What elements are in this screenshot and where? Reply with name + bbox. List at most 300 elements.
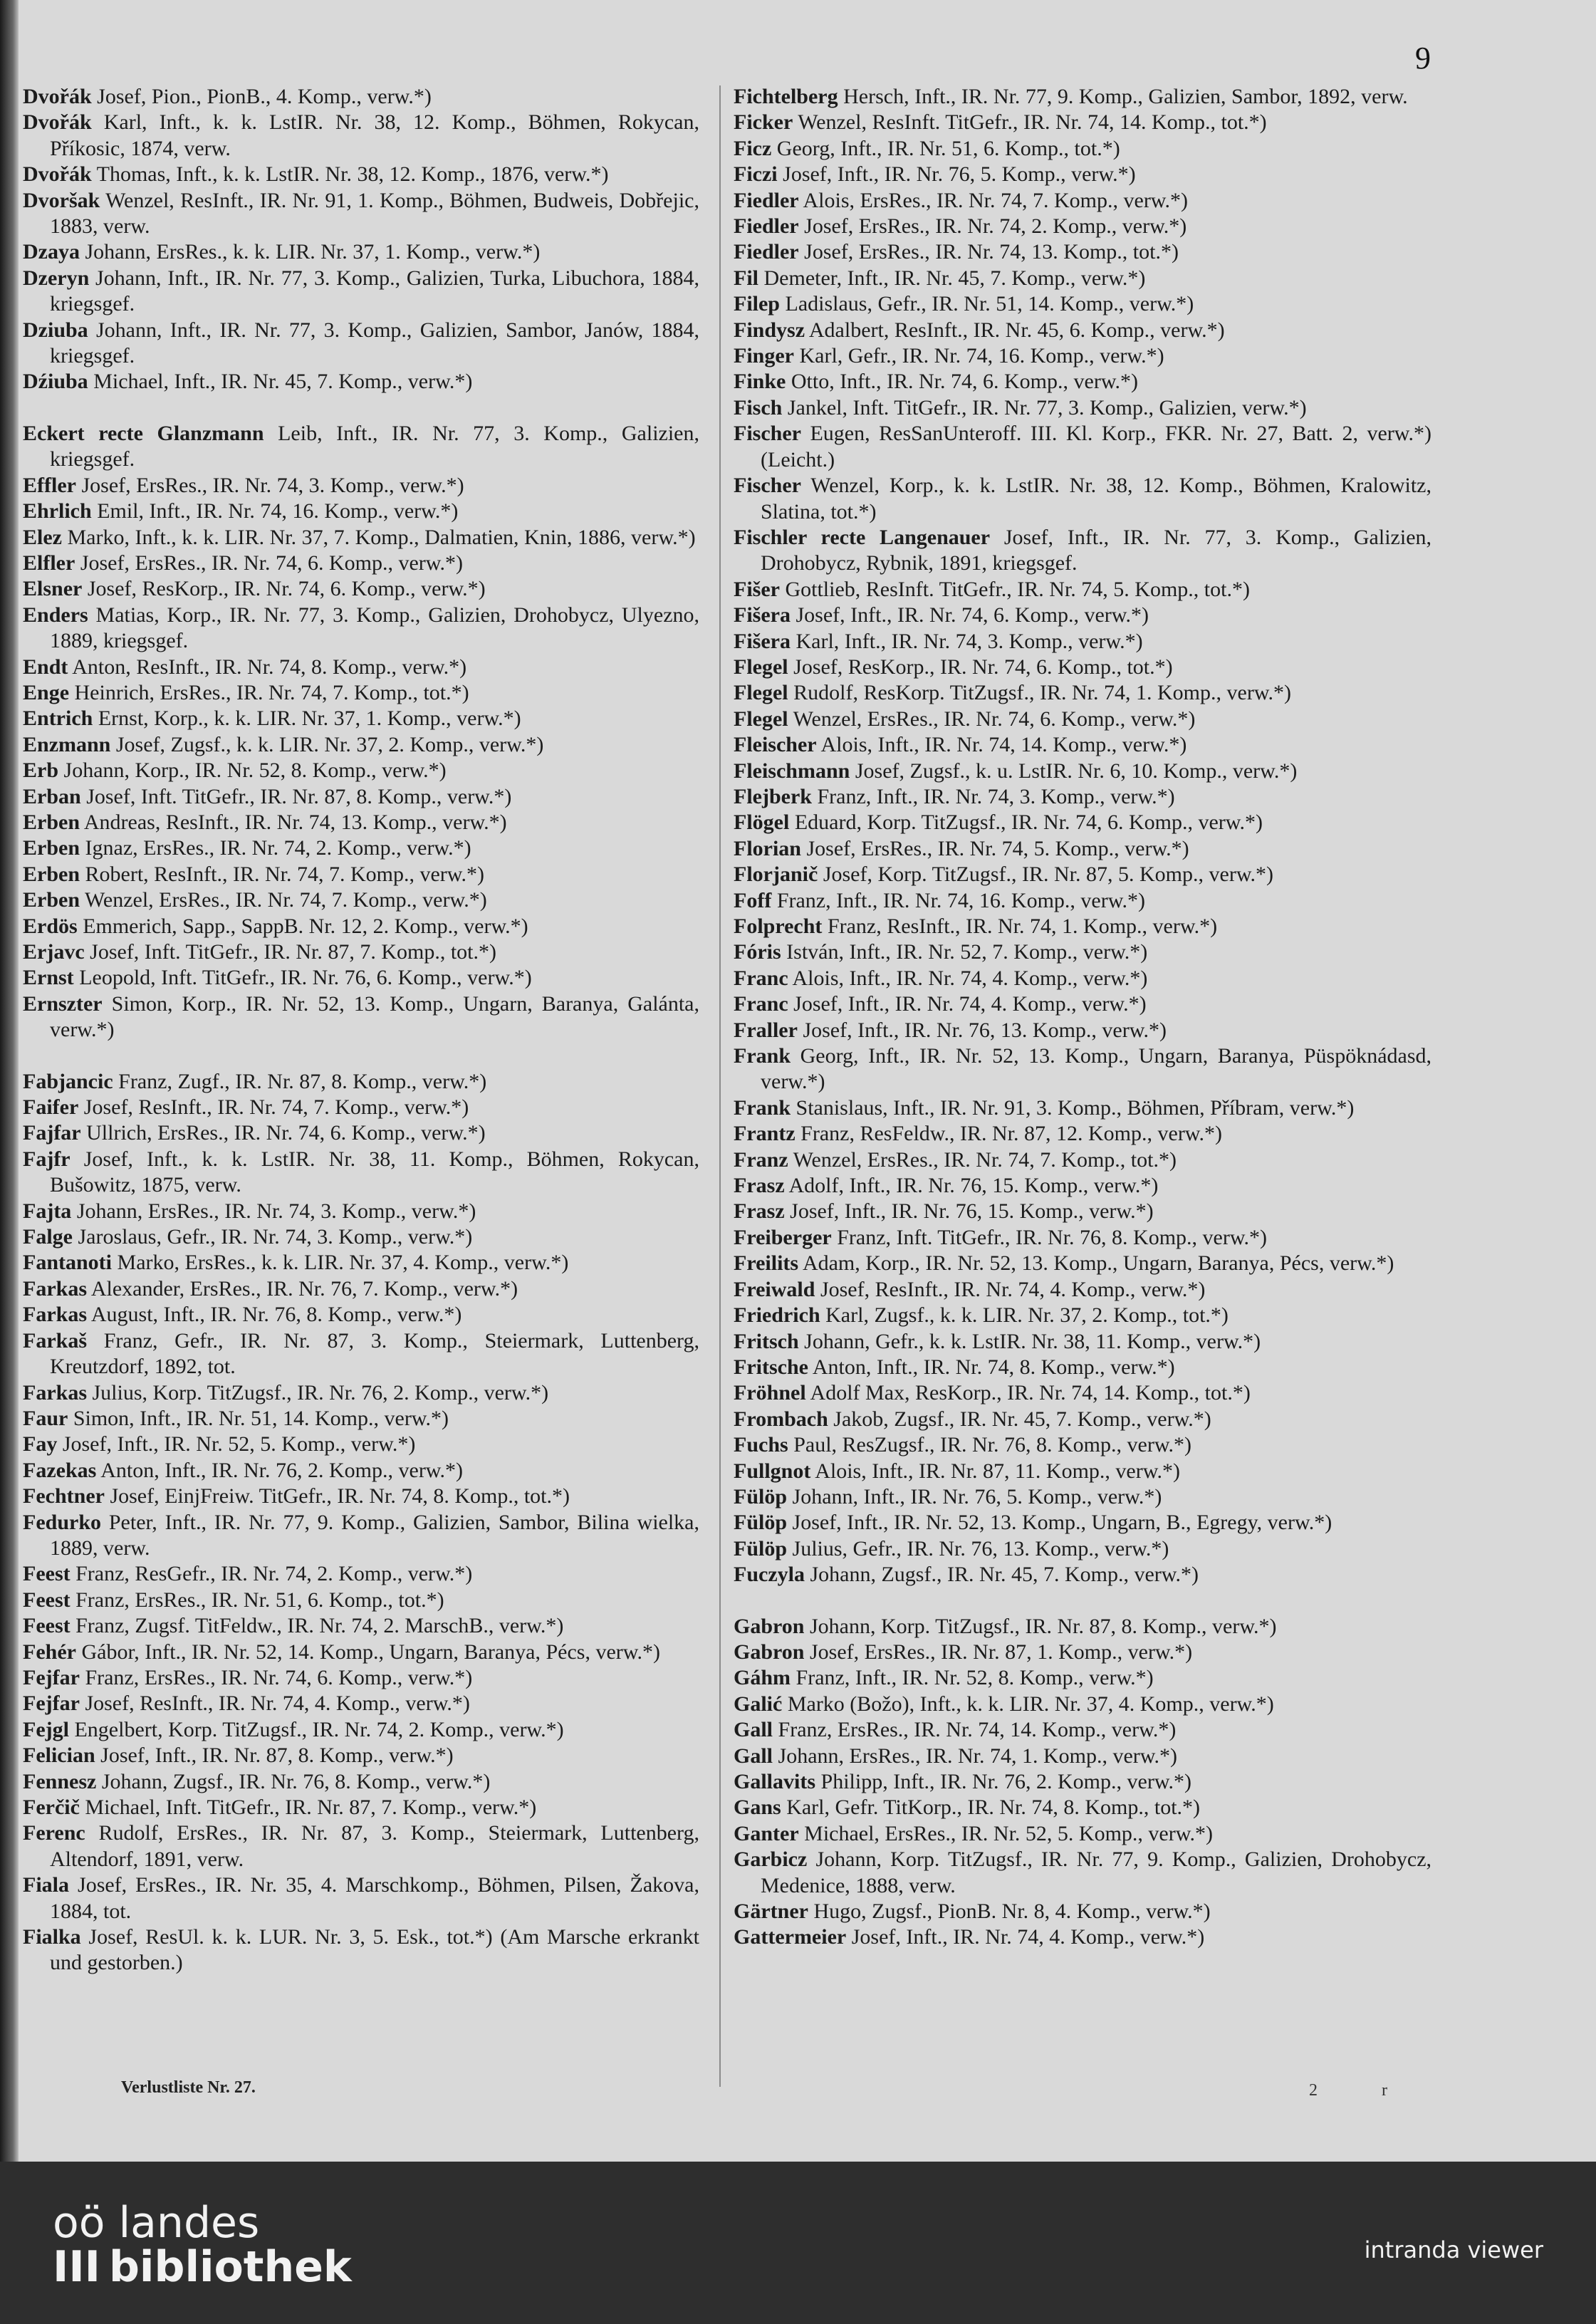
casualty-entry [734,1484,1431,1510]
entry-surname: Fritsche [734,1355,808,1379]
entry-details: Josef, ErsRes., IR. Nr. 74, 6. Komp., verw.*) [80,551,463,575]
entry-details: Engelbert, Korp. TitZugsf., IR. Nr. 74, 2. Komp., verw.*) [74,1717,564,1741]
entry-surname: Fröhnel [734,1381,806,1405]
casualty-entry [734,266,1431,291]
entry-surname: Ficz [734,136,772,160]
casualty-entry [734,1251,1431,1276]
entry-surname: Garbicz [734,1848,808,1872]
casualty-entry [734,1665,1431,1691]
casualty-entry [734,707,1431,732]
entry-surname: Finke [734,370,786,394]
entry-surname: Franc [734,992,788,1016]
casualty-entry [734,1225,1431,1251]
entry-surname: Gärtner [734,1900,808,1924]
casualty-entry [734,1095,1431,1121]
entry-surname: Elsner [23,577,83,601]
entry-details: Jankel, Inft. TitGefr., IR. Nr. 77, 3. Komp., Galizien, verw.*) [787,395,1307,420]
entry-surname: Fabjancic [23,1069,113,1093]
entry-details: Josef, ResInft., IR. Nr. 74, 4. Komp., verw.*) [85,1692,470,1716]
casualty-entry [734,939,1431,965]
entry-surname: Franc [734,966,788,990]
entry-surname: Ernst [23,966,74,990]
footer-list-number: Verlustliste Nr. 27. [121,2078,256,2097]
entry-surname: Folprecht [734,915,823,938]
casualty-entry [23,1069,699,1095]
entry-surname: Frombach [734,1407,828,1431]
entry-details: Anton, Inft., IR. Nr. 76, 2. Komp., verw.*) [100,1458,464,1482]
casualty-entry [23,887,699,913]
entry-details: Alexander, ErsRes., IR. Nr. 76, 7. Komp., verw.*) [90,1276,518,1301]
entry-surname: Fiedler [734,214,799,239]
casualty-entry [734,914,1431,939]
entry-surname: Dvořák [23,85,92,108]
entry-details: Alois, ErsRes., IR. Nr. 74, 7. Komp., verw.*) [803,188,1189,212]
entry-details: Franz, ErsRes., IR. Nr. 51, 6. Komp., tot.*) [75,1588,444,1612]
casualty-entry [23,1561,699,1587]
entry-surname: Fiala [23,1873,69,1897]
entry-surname: Gall [734,1744,773,1768]
entry-surname: Felician [23,1744,95,1768]
entry-details: Georg, Inft., IR. Nr. 51, 6. Komp., tot.*) [776,136,1120,160]
entry-surname: Gáhm [734,1666,791,1690]
entry-surname: Fóris [734,940,781,964]
entry-details: Josef, Inft., IR. Nr. 76, 15. Komp., verw.*) [790,1199,1154,1224]
entry-surname: Flegel [734,655,788,679]
casualty-entry [23,1120,699,1146]
casualty-entry [734,318,1431,343]
entry-details: Jakob, Zugsf., IR. Nr. 45, 7. Komp., verw.*) [833,1407,1211,1431]
casualty-entry [23,1820,699,1872]
column-divider [719,85,721,2087]
entry-surname: Fraller [734,1018,798,1042]
entry-details: Leib, Inft., IR. Nr. 77, 3. Komp., Galizien, kriegsgef. [50,421,699,471]
entry-surname: Flegel [734,707,788,731]
casualty-entry [734,1459,1431,1484]
entry-details: Wenzel, ErsRes., IR. Nr. 74, 6. Komp., verw.*) [793,707,1196,731]
casualty-entry [734,1924,1431,1950]
entry-surname: Fejfar [23,1692,80,1716]
casualty-entry [23,1510,699,1562]
casualty-entry [734,525,1431,577]
entry-details: Adolf Max, ResKorp., IR. Nr. 74, 14. Komp., tot.*) [810,1381,1251,1405]
entry-details: Franz, Inft., IR. Nr. 52, 8. Komp., verw.*) [796,1666,1154,1690]
casualty-entry [734,239,1431,265]
entry-surname: Fay [23,1432,58,1457]
casualty-entry [734,1795,1431,1820]
entry-details: Marko, ErsRes., k. k. LIR. Nr. 37, 4. Komp., verw.*) [117,1251,569,1275]
entry-details: Julius, Gefr., IR. Nr. 76, 13. Komp., verw.*) [792,1536,1169,1560]
entry-details: Wenzel, Korp., k. k. LstIR. Nr. 38, 12. Komp., Böhmen, Kralowitz, Slatina, tot.*) [761,474,1431,523]
casualty-entry [734,214,1431,239]
entry-surname: Ferčič [23,1796,80,1819]
entry-details: Heinrich, ErsRes., IR. Nr. 74, 7. Komp., tot.*) [74,680,469,704]
casualty-entry [734,1147,1431,1173]
entry-details: Josef, ErsRes., IR. Nr. 74, 5. Komp., verw.*) [806,836,1189,860]
entry-details: Josef, Inft., IR. Nr. 74, 4. Komp., verw.*) [793,992,1147,1016]
entry-surname: Dźiuba [23,370,88,394]
entry-surname: Erdös [23,914,78,938]
casualty-entry [23,862,699,887]
entry-surname: Fehér [23,1640,76,1664]
entry-details: Emmerich, Sapp., SappB. Nr. 12, 2. Komp., verw.*) [83,914,528,938]
entry-surname: Erb [23,759,59,783]
casualty-entry [734,991,1431,1017]
casualty-entry [734,1432,1431,1458]
casualty-entry [23,965,699,991]
casualty-entry [23,1147,699,1199]
entry-details: Josef, ResInft., IR. Nr. 74, 4. Komp., verw.*) [820,1277,1206,1301]
casualty-entry [734,629,1431,655]
casualty-entry [23,1665,699,1691]
entry-details: Philipp, Inft., IR. Nr. 76, 2. Komp., verw.*) [820,1770,1192,1793]
casualty-entry [734,473,1431,525]
entry-details: Peter, Inft., IR. Nr. 77, 9. Komp., Galizien, Sambor, Bilina wielka, 1889, verw. [50,1510,700,1560]
entry-surname: Erben [23,810,80,834]
entry-surname: Dzaya [23,240,80,264]
entry-details: Leopold, Inft. TitGefr., IR. Nr. 76, 6. Komp., verw.*) [79,966,532,990]
entry-details: Karl, Inft., IR. Nr. 74, 3. Komp., verw.*) [796,629,1143,653]
casualty-entry [734,1899,1431,1924]
entry-surname: Fajfr [23,1147,71,1171]
casualty-entry [734,1744,1431,1769]
entry-surname: Flejberk [734,784,812,808]
entry-details: Josef, Zugsf., k. u. LstIR. Nr. 6, 10. Komp., verw.*) [855,759,1298,783]
entry-details: Robert, ResInft., IR. Nr. 74, 7. Komp., verw.*) [85,862,484,886]
entry-details: Johann, Korp. TitZugsf., IR. Nr. 87, 8. Komp., verw.*) [809,1614,1277,1638]
casualty-entry [23,1872,699,1924]
entry-surname: Fülöp [734,1536,788,1560]
casualty-entry [23,603,699,655]
casualty-entry [23,162,699,187]
casualty-entry [23,939,699,965]
entry-surname: Freiberger [734,1225,832,1249]
entry-surname: Fischler recte Langenauer [734,525,991,549]
entry-details: Karl, Inft., k. k. LstIR. Nr. 38, 12. Komp., Böhmen, Rokycan, Příkosic, 1874, verw. [50,110,700,160]
entry-surname: Fichtelberg [734,85,838,108]
entry-details: Rudolf, ResKorp. TitZugsf., IR. Nr. 74, 1. Komp., verw.*) [793,681,1292,705]
casualty-entry [23,1484,699,1509]
entry-details: Johann, Korp., IR. Nr. 52, 8. Komp., verw.*) [63,759,447,783]
entry-details: Josef, ErsRes., IR. Nr. 74, 3. Komp., verw.*) [81,473,464,497]
entry-details: Josef, Inft. TitGefr., IR. Nr. 87, 8. Komp., verw.*) [86,784,512,808]
casualty-entry [734,784,1431,810]
casualty-entry [23,1224,699,1250]
entry-details: Hersch, Inft., IR. Nr. 77, 9. Komp., Galizien, Sambor, 1892, verw. [843,85,1408,108]
entry-surname: Fechtner [23,1484,105,1508]
entry-details: Johann, ErsRes., IR. Nr. 74, 3. Komp., verw.*) [76,1199,476,1223]
entry-details: Karl, Gefr., IR. Nr. 74, 16. Komp., verw.*) [799,344,1164,368]
entry-details: Gábor, Inft., IR. Nr. 52, 14. Komp., Ungarn, Baranya, Pécs, verw.*) [81,1640,660,1664]
entry-details: Josef, Inft., IR. Nr. 76, 5. Komp., verw.*) [783,162,1136,187]
casualty-entry [734,810,1431,835]
entry-details: Josef, ErsRes., IR. Nr. 74, 13. Komp., tot.*) [804,240,1179,264]
casualty-entry [734,1717,1431,1743]
entry-surname: Fejfar [23,1665,80,1689]
page-number: 9 [1415,41,1431,75]
entry-details: Wenzel, ResInft., IR. Nr. 91, 1. Komp., Böhmen, Budweis, Dobřejic, 1883, verw. [50,188,699,239]
entry-details: Michael, Inft. TitGefr., IR. Nr. 87, 7. Komp., verw.*) [85,1796,537,1819]
entry-surname: Dvořák [23,110,92,135]
casualty-entry [23,1458,699,1484]
entry-surname: Fazekas [23,1458,97,1482]
entry-surname: Falge [23,1225,73,1249]
casualty-entry [734,110,1431,135]
entry-details: Johann, Zugsf., IR. Nr. 45, 7. Komp., verw.*) [810,1563,1199,1587]
right-column [734,84,1431,1951]
casualty-entry [23,499,699,524]
entry-surname: Fialka [23,1925,81,1949]
entry-details: Josef, ErsRes., IR. Nr. 87, 1. Komp., verw.*) [809,1640,1193,1664]
entry-surname: Filep [734,292,780,316]
entry-details: Julius, Korp. TitZugsf., IR. Nr. 76, 2. Komp., verw.*) [92,1380,549,1405]
entry-details: Ullrich, ErsRes., IR. Nr. 74, 6. Komp., verw.*) [86,1121,486,1145]
entry-details: Franz, ResFeldw., IR. Nr. 87, 12. Komp., verw.*) [800,1122,1223,1146]
entry-details: Hugo, Zugsf., PionB. Nr. 8, 4. Komp., verw.*) [813,1900,1211,1924]
casualty-entry [23,369,699,395]
entry-details: Adalbert, ResInft., IR. Nr. 45, 6. Komp., verw.*) [808,318,1225,342]
entry-details: Franz, ResGefr., IR. Nr. 74, 2. Komp., verw.*) [75,1562,473,1586]
entry-surname: Fleischer [734,733,817,757]
entry-surname: Frasz [734,1199,785,1224]
entry-surname: Frasz [734,1174,785,1198]
entry-details: Johann, ErsRes., IR. Nr. 74, 1. Komp., verw.*) [778,1744,1178,1768]
entry-details: Johann, Inft., IR. Nr. 77, 3. Komp., Galizien, Turka, Libuchora, 1884, kriegsgef. [50,266,699,316]
entry-surname: Effler [23,473,76,497]
entry-surname: Finger [734,344,794,368]
entry-surname: Feest [23,1562,71,1586]
entry-surname: Freilits [734,1251,799,1276]
entry-surname: Gattermeier [734,1925,847,1949]
casualty-entry [734,1043,1431,1095]
casualty-entry [734,162,1431,187]
entry-surname: Findysz [734,318,805,342]
casualty-entry [23,188,699,240]
casualty-entry [734,1277,1431,1303]
casualty-entry [734,1536,1431,1562]
entry-details: Eduard, Korp. TitZugsf., IR. Nr. 74, 6. Komp., verw.*) [794,811,1263,835]
entry-details: Franz, Zugsf. TitFeldw., IR. Nr. 74, 2. MarschB., verw.*) [75,1614,564,1638]
entry-surname: Fritsch [734,1329,799,1353]
entry-surname: Faur [23,1406,68,1430]
entry-surname: Fullgnot [734,1459,811,1483]
entry-surname: Foff [734,888,772,912]
casualty-entry [23,525,699,551]
casualty-entry [23,551,699,576]
entry-surname: Ferenc [23,1821,85,1845]
viewer-brand[interactable]: intranda viewer [1364,2236,1543,2263]
entry-details: Adam, Korp., IR. Nr. 52, 13. Komp., Ungarn, Baranya, Pécs, verw.*) [802,1251,1394,1276]
entry-details: Alois, Inft., IR. Nr. 74, 14. Komp., verw.*) [820,733,1187,757]
entry-surname: Fuchs [734,1433,788,1457]
entry-surname: Ehrlich [23,499,92,523]
casualty-entry [23,84,699,110]
casualty-entry [23,706,699,731]
entry-surname: Enders [23,603,88,627]
entry-surname: Friedrich [734,1303,820,1328]
library-logo[interactable] [53,2198,352,2292]
entry-surname: Franz [734,1147,788,1172]
logo-line-2-text: bibliothek [108,2242,352,2292]
entry-details: Otto, Inft., IR. Nr. 74, 6. Komp., verw.*) [791,370,1139,394]
entry-surname: Freiwald [734,1277,815,1301]
entry-details: Paul, ResZugsf., IR. Nr. 76, 8. Komp., verw.*) [793,1433,1192,1457]
casualty-entry [23,1717,699,1743]
entry-surname: Ficker [734,110,793,135]
entry-details: Josef, ErsRes., IR. Nr. 74, 2. Komp., verw.*) [804,214,1187,239]
casualty-entry [23,1406,699,1432]
entry-surname: Farkas [23,1276,87,1301]
entry-details: Franz, ErsRes., IR. Nr. 74, 14. Komp., verw.*) [778,1718,1177,1742]
entry-details: Josef, Inft., IR. Nr. 52, 5. Komp., verw.*) [62,1432,416,1457]
casualty-entry [734,1199,1431,1224]
casualty-entry [734,836,1431,862]
casualty-entry [734,1173,1431,1199]
entry-details: Wenzel, ResInft. TitGefr., IR. Nr. 74, 14. Komp., tot.*) [798,110,1267,135]
entry-details: Josef, ResKorp., IR. Nr. 74, 6. Komp., verw.*) [87,577,486,601]
entry-details: Franz, Gefr., IR. Nr. 87, 3. Komp., Steiermark, Luttenberg, Kreutzdorf, 1892, tot. [50,1328,699,1379]
entry-details: Franz, ResInft., IR. Nr. 74, 1. Komp., verw.*) [827,915,1218,938]
casualty-entry [734,759,1431,784]
entry-details: Simon, Korp., IR. Nr. 52, 13. Komp., Ungarn, Baranya, Galánta, verw.*) [50,991,699,1042]
entry-details: Ernst, Korp., k. k. LIR. Nr. 37, 1. Komp., verw.*) [98,707,521,731]
casualty-entry [734,421,1431,473]
entry-details: Wenzel, ErsRes., IR. Nr. 74, 7. Komp., tot.*) [793,1147,1177,1172]
entry-surname: Fantanoti [23,1251,113,1275]
entry-surname: Eckert recte Glanzmann [23,421,264,445]
footer-mark: r [1382,2081,1451,2100]
entry-surname: Fajfar [23,1121,81,1145]
entry-details: Franz, ErsRes., IR. Nr. 74, 6. Komp., verw.*) [85,1665,473,1689]
entry-surname: Fuczyla [734,1563,805,1587]
casualty-entry [23,1743,699,1768]
casualty-entry [23,1095,699,1120]
entry-details: Jaroslaus, Gefr., IR. Nr. 74, 3. Komp., verw.*) [78,1225,473,1249]
entry-details: Franz, Inft. TitGefr., IR. Nr. 76, 8. Komp., verw.*) [837,1225,1268,1249]
entry-surname: Ganter [734,1821,799,1845]
casualty-entry [23,991,699,1043]
entry-surname: Dvoršak [23,188,100,212]
entry-details: Josef, ResInft., IR. Nr. 74, 7. Komp., verw.*) [83,1095,469,1120]
casualty-entry [23,110,699,162]
entry-surname: Fišera [734,629,791,653]
casualty-entry [23,1432,699,1457]
casualty-entry [734,1821,1431,1847]
entry-details: Franz, Inft., IR. Nr. 74, 3. Komp., verw.*) [817,784,1175,808]
casualty-entry [23,914,699,939]
entry-surname: Erben [23,888,80,912]
entry-surname: Flögel [734,811,790,835]
entry-details: Josef, Inft., IR. Nr. 52, 13. Komp., Ungarn, B., Egregy, verw.*) [792,1511,1332,1535]
entry-details: Karl, Zugsf., k. k. LIR. Nr. 37, 2. Komp., tot.*) [825,1303,1229,1328]
entry-surname: Fennesz [23,1769,97,1793]
entry-details: Karl, Gefr. TitKorp., IR. Nr. 74, 8. Komp., tot.*) [786,1796,1201,1820]
entry-surname: Gans [734,1796,781,1820]
section-gap [734,1588,1431,1614]
entry-details: Stanislaus, Inft., IR. Nr. 91, 3. Komp., Böhmen, Příbram, verw.*) [796,1095,1355,1120]
entry-details: Johann, Inft., IR. Nr. 76, 5. Komp., verw.*) [792,1484,1162,1508]
entry-surname: Frank [734,1095,791,1120]
casualty-entry [734,136,1431,162]
entry-surname: Frantz [734,1122,796,1146]
entry-surname: Flegel [734,681,788,705]
entry-surname: Galić [734,1692,783,1716]
casualty-entry [23,473,699,499]
casualty-entry [734,1769,1431,1795]
logo-line-2 [53,2242,352,2292]
entry-details: Anton, ResInft., IR. Nr. 74, 8. Komp., verw.*) [72,655,467,679]
casualty-entry [23,1613,699,1639]
entry-details: Josef, ResUl. k. k. LUR. Nr. 3, 5. Esk., tot.*) (Am Marsche erkrankt und gestorben.) [50,1925,699,1975]
casualty-entry [734,1562,1431,1588]
casualty-entry [734,1692,1431,1717]
casualty-entry [23,1691,699,1716]
entry-details: Thomas, Inft., k. k. LstIR. Nr. 38, 12. Komp., 1876, verw.*) [96,162,609,187]
casualty-entry [734,1510,1431,1536]
casualty-entry [23,1588,699,1613]
entry-details: Alois, Inft., IR. Nr. 87, 11. Komp., verw.*) [815,1459,1180,1483]
entry-surname: Frank [734,1044,791,1068]
entry-details: Johann, Korp. TitZugsf., IR. Nr. 77, 9. Komp., Galizien, Drohobycz, Medenice, 1888, verw. [761,1848,1432,1897]
entry-details: Josef, Inft., IR. Nr. 87, 8. Komp., verw.*) [100,1744,454,1768]
entry-surname: Erban [23,784,81,808]
casualty-entry [734,655,1431,680]
casualty-entry [734,577,1431,603]
casualty-entry [734,369,1431,395]
logo-bars-icon: III [53,2242,100,2292]
casualty-entry [23,1640,699,1665]
entry-details: Eugen, ResSanUnteroff. III. Kl. Korp., FKR. Nr. 27, Batt. 2, verw.*) (Leicht.) [761,422,1431,471]
entry-details: Josef, ResKorp., IR. Nr. 74, 6. Komp., tot.*) [793,655,1173,679]
entry-surname: Elez [23,525,62,549]
entry-surname: Farkaš [23,1328,87,1353]
entry-surname: Dziuba [23,318,88,342]
entry-details: Ignaz, ErsRes., IR. Nr. 74, 2. Komp., verw.*) [85,836,471,860]
entry-surname: Gallavits [734,1770,816,1793]
entry-surname: Enge [23,680,70,704]
casualty-entry [734,732,1431,758]
casualty-entry [734,888,1431,914]
entry-details: Matias, Korp., IR. Nr. 77, 3. Komp., Galizien, Drohobycz, Ulyezno, 1889, kriegsgef. [50,603,700,653]
left-column [23,84,699,1976]
entry-surname: Farkas [23,1380,87,1405]
casualty-entry [734,1329,1431,1355]
casualty-entry [23,1276,699,1302]
entry-surname: Fišer [734,577,780,601]
book-spine [0,0,19,2162]
entry-details: Adolf, Inft., IR. Nr. 76, 15. Komp., verw.*) [788,1174,1159,1198]
entry-details: Demeter, Inft., IR. Nr. 45, 7. Komp., verw.*) [763,266,1146,290]
entry-details: Anton, Inft., IR. Nr. 74, 8. Komp., verw.*) [812,1355,1175,1379]
casualty-entry [23,239,699,265]
entry-surname: Dzeryn [23,266,90,290]
casualty-entry [734,966,1431,991]
entry-details: Josef, Inft., IR. Nr. 77, 3. Komp., Galizien, Drohobycz, Rybnik, 1891, kriegsgef. [761,525,1432,575]
casualty-entry [734,1614,1431,1640]
entry-details: Josef, Korp. TitZugsf., IR. Nr. 87, 5. Komp., verw.*) [823,863,1274,887]
entry-surname: Fischer [734,422,801,446]
entry-details: Josef, Pion., PionB., 4. Komp., verw.*) [97,85,432,108]
entry-details: Franz, Zugf., IR. Nr. 87, 8. Komp., verw.*) [118,1069,487,1093]
casualty-entry [734,188,1431,214]
casualty-entry [23,576,699,602]
casualty-entry [734,1847,1431,1899]
entry-details: Simon, Inft., IR. Nr. 51, 14. Komp., verw.*) [73,1406,449,1430]
casualty-entry [734,1407,1431,1432]
casualty-entry [23,680,699,706]
casualty-entry [23,758,699,783]
section-gap [23,395,699,421]
entry-surname: Fischer [734,474,801,498]
